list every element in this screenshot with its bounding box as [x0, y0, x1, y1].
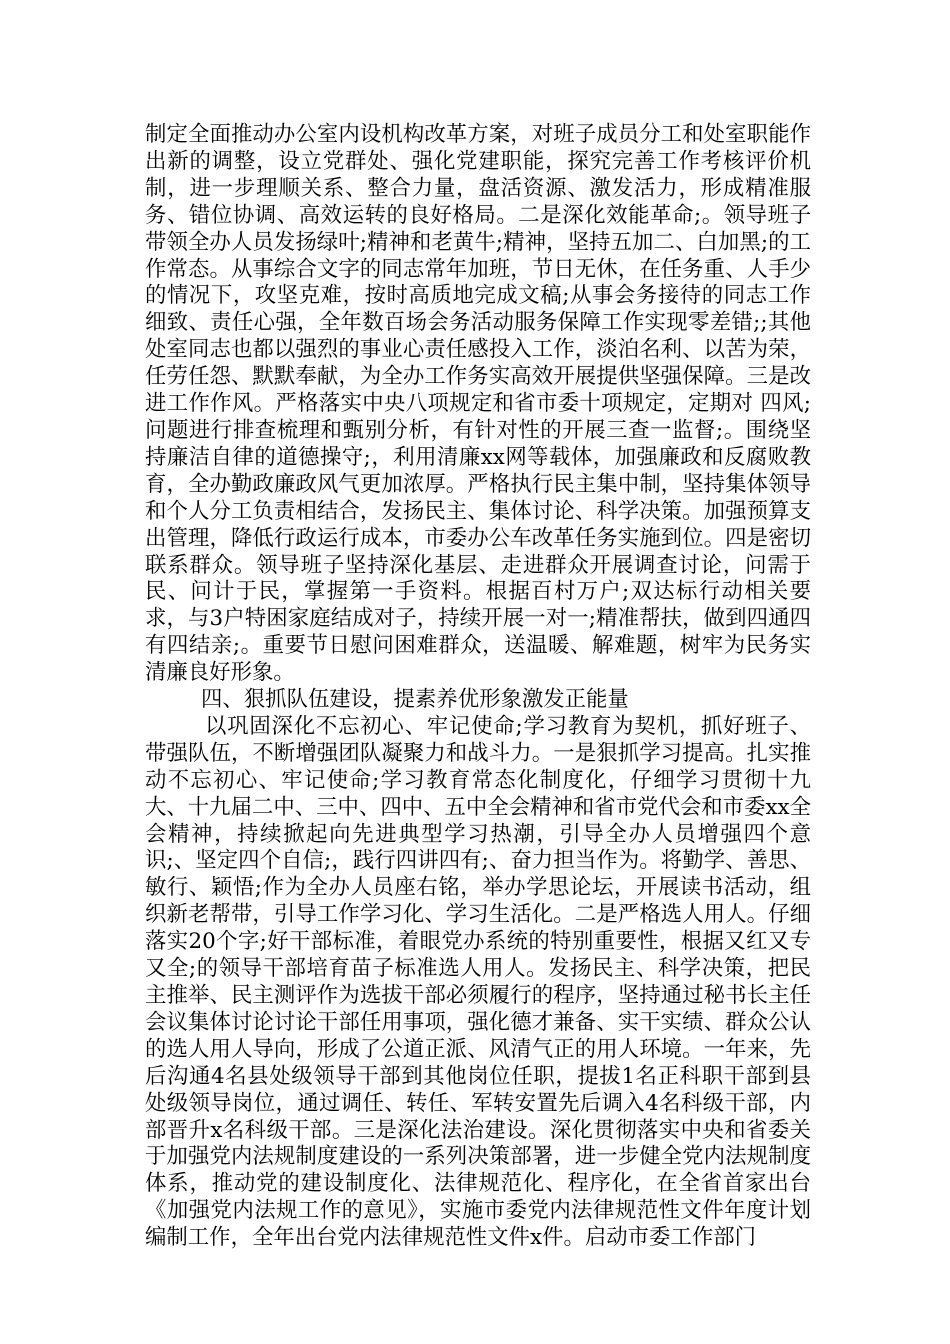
section-heading-4: 四、狠抓队伍建设，提素养优形象激发正能量 [201, 687, 629, 713]
paragraph-body-2: 以巩固深化不忘初心、牢记使命;学习教育为契机，抓好班子、带强队伍，不断增强团队凝聚力和战斗力。一是狠抓学习提高。扎实推动不忘初心、牢记使命;学习教育常态化制度化，仔细学习贯彻十九大、十九届二中、三中、四中、五中全会精神和省市党代会和市委xx全会精神，持续掀起向先进典型学习热潮，引导全办人员增强四个意识;、坚定四个自信;，践行四讲四有;、奋力担当作为。将勤学、善思、敏行、颖悟;作为全办人员座右铭，举办学思论坛，开展读书活动，组织新老帮带，引导工作学习化、学习生活化。二是严格选人用人。仔细落实20个字;好干部标准，着眼党办系统的特别重要性，根据又红又专又全;的领导干部培育苗子标准选人用人。发扬民主、科学决策，把民主推举、民主测评作为选拔干部必须履行的程序，坚持通过秘书长主任会议集体讨论讨论干部任用事项，强化德才兼备、实干实绩、群众公认的选人用人导向，形成了公道正派、风清气正的用人环境。一年来，先后沟通4名县处级领导干部到其他岗位任职，提拔1名正科职干部到县处级领导岗位，通过调任、转任、军转安置先后调入4名科级干部，内部晋升x名科级干部。三是深化法治建设。深化贯彻落实中央和省委关于加强党内法规制度建设的一系列决策部署，进一步健全党内法规制度体系，推动党的建设制度化、法律规范化、程序化，在全省首家出台《加强党内法规工作的意见》，实施市委党内法律规范性文件年度计划编制工作，全年出台党内法律规范性文件x件。启动市委工作部门 [145, 713, 811, 1251]
paragraph-body-1: 制定全面推动办公室内设机构改革方案，对班子成员分工和处室职能作出新的调整，设立党群处、强化党建职能，探究完善工作考核评价机制，进一步理顺关系、整合力量，盘活资源、激发活力，形成精准服务、错位协调、高效运转的良好格局。二是深化效能革命;。领导班子带领全办人员发扬绿叶;精神和老黄牛;精神，坚持五加二、白加黑;的工作常态。从事综合文字的同志常年加班，节日无休，在任务重、人手少的情况下，攻坚克难，按时高质地完成文稿;从事会务接待的同志工作细致、责任心强，全年数百场会务活动服务保障工作实现零差错;;其他处室同志也都以强烈的事业心责任感投入工作，淡泊名利、以苦为荣，任劳任怨、默默奉献，为全办工作务实高效开展提供坚强保障。三是改进工作作风。严格落实中央八项规定和省市委十项规定，定期对 四风;问题进行排查梳理和甄别分析，有针对性的开展三查一监督;。围绕坚持廉洁自律的道德操守;，利用清廉xx网等载体，加强廉政和反腐败教育，全办勤政廉政风气更加浓厚。严格执行民主集中制，坚持集体领导和个人分工负责相结合，发扬民主、集体讨论、科学决策。加强预算支出管理，降低行政运行成本，市委办公车改革任务实施到位。四是密切联系群众。领导班子坚持深化基层、走进群众开展调查讨论，问需于民、问计于民，掌握第一手资料。根据百村万户;双达标行动相关要求，与3户特困家庭结成对子，持续开展一对一;精准帮扶，做到四通四有四结亲;。重要节日慰问困难群众，送温暖、解难题，树牢为民务实清廉良好形象。 [145, 122, 811, 686]
document-page [145, 122, 811, 1252]
